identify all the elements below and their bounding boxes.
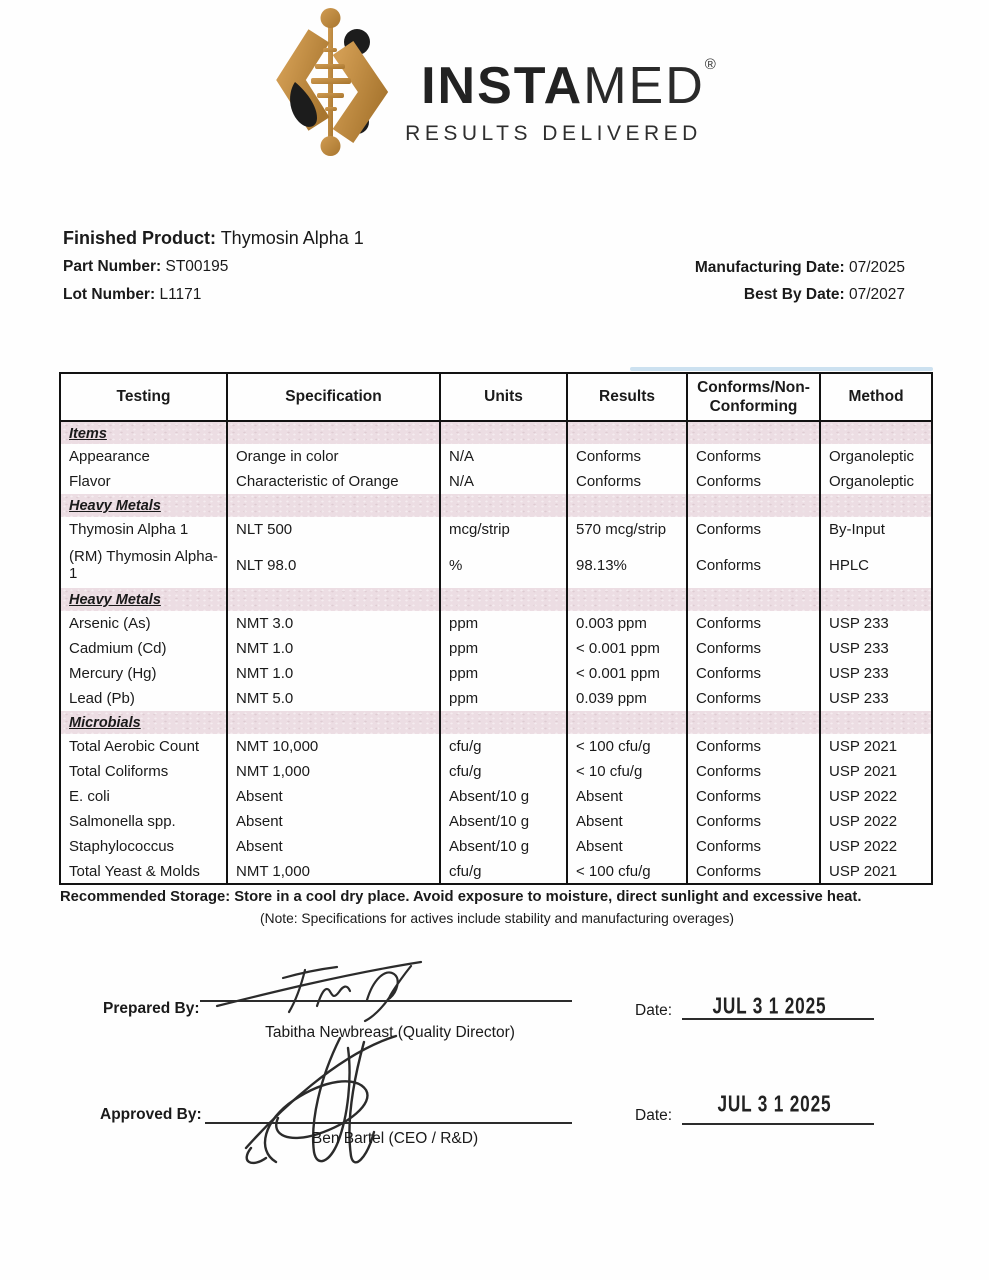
table-cell: NLT 98.0 bbox=[227, 542, 440, 588]
approved-by-label: Approved By: bbox=[100, 1106, 202, 1123]
table-cell: NMT 1,000 bbox=[227, 759, 440, 784]
table-cell: Conforms bbox=[567, 469, 687, 494]
spec-note: (Note: Specifications for actives include stability and manufacturing overages) bbox=[260, 911, 734, 926]
table-cell: NMT 1.0 bbox=[227, 636, 440, 661]
finished-product-label: Finished Product: bbox=[63, 228, 216, 248]
table-cell: USP 233 bbox=[820, 661, 932, 686]
logo-text-block bbox=[405, 19, 716, 146]
brand-insta: INSTA bbox=[421, 56, 584, 115]
table-row bbox=[60, 784, 932, 809]
section-cell-empty bbox=[687, 588, 820, 611]
prepared-signature bbox=[205, 948, 445, 1026]
table-cell: E. coli bbox=[60, 784, 227, 809]
table-cell: Conforms bbox=[687, 636, 820, 661]
table-cell: Cadmium (Cd) bbox=[60, 636, 227, 661]
table-cell: Absent bbox=[567, 809, 687, 834]
section-cell-empty bbox=[567, 711, 687, 734]
table-cell: USP 2021 bbox=[820, 734, 932, 759]
table-cell: Arsenic (As) bbox=[60, 611, 227, 636]
approved-date-stamp: JUL 3 1 2025 bbox=[717, 1091, 832, 1118]
table-cell: 98.13% bbox=[567, 542, 687, 588]
table-cell: Conforms bbox=[687, 661, 820, 686]
section-cell-empty bbox=[227, 588, 440, 611]
table-cell: Lead (Pb) bbox=[60, 686, 227, 711]
best-by-date-value: 07/2027 bbox=[848, 286, 905, 303]
table-cell: cfu/g bbox=[440, 859, 567, 884]
table-cell: USP 2022 bbox=[820, 834, 932, 859]
table-cell: mcg/strip bbox=[440, 517, 567, 542]
section-cell-empty bbox=[567, 421, 687, 444]
brand-med: MED bbox=[583, 56, 705, 115]
table-cell: Organoleptic bbox=[820, 444, 932, 469]
prepared-by-name: Tabitha Newbreast (Quality Director) bbox=[265, 1024, 515, 1041]
table-cell: N/A bbox=[440, 444, 567, 469]
table-cell: Conforms bbox=[687, 686, 820, 711]
prepared-signature-line bbox=[200, 1000, 572, 1002]
storage-note: Recommended Storage: Store in a cool dry place. Avoid exposure to moisture, direct sunlight and excessive heat. bbox=[60, 889, 862, 905]
table-cell: < 100 cfu/g bbox=[567, 734, 687, 759]
coa-table-body bbox=[60, 421, 932, 884]
table-cell: Flavor bbox=[60, 469, 227, 494]
section-cell bbox=[60, 711, 227, 734]
table-cell: USP 2021 bbox=[820, 859, 932, 884]
table-cell: Absent bbox=[227, 834, 440, 859]
table-cell: < 100 cfu/g bbox=[567, 859, 687, 884]
table-cell: ppm bbox=[440, 686, 567, 711]
results-table bbox=[59, 372, 933, 885]
table-row bbox=[60, 686, 932, 711]
approved-by-name: Ben Bartel (CEO / R&D) bbox=[311, 1130, 479, 1147]
prepared-date-line bbox=[682, 1018, 874, 1020]
table-cell: Conforms bbox=[687, 734, 820, 759]
table-cell: Appearance bbox=[60, 444, 227, 469]
section-cell-empty bbox=[687, 711, 820, 734]
approved-date-label: Date: bbox=[635, 1107, 673, 1124]
table-cell: Conforms bbox=[687, 784, 820, 809]
table-row bbox=[60, 809, 932, 834]
table-cell: < 10 cfu/g bbox=[567, 759, 687, 784]
approved-signature bbox=[218, 1030, 433, 1170]
lot-number-value: L1171 bbox=[159, 286, 202, 303]
table-cell: ppm bbox=[440, 661, 567, 686]
section-cell-empty bbox=[440, 588, 567, 611]
table-cell: Characteristic of Orange bbox=[227, 469, 440, 494]
table-cell: Mercury (Hg) bbox=[60, 661, 227, 686]
table-row bbox=[60, 834, 932, 859]
section-cell-empty bbox=[687, 494, 820, 517]
best-by-date-label: Best By Date: bbox=[743, 286, 845, 303]
section-cell-empty bbox=[820, 588, 932, 611]
table-cell: Absent/10 g bbox=[440, 809, 567, 834]
best-by-date-line bbox=[695, 286, 905, 304]
table-cell: HPLC bbox=[820, 542, 932, 588]
section-cell bbox=[60, 588, 227, 611]
approved-date-line bbox=[682, 1123, 874, 1125]
logo bbox=[0, 6, 989, 158]
table-cell: Conforms bbox=[687, 444, 820, 469]
product-info-right bbox=[695, 259, 905, 313]
table-cell: NLT 500 bbox=[227, 517, 440, 542]
section-cell-empty bbox=[227, 421, 440, 444]
table-row bbox=[60, 517, 932, 542]
table-cell: Total Coliforms bbox=[60, 759, 227, 784]
table-cell: USP 2022 bbox=[820, 809, 932, 834]
table-section-row bbox=[60, 494, 932, 517]
table-cell: N/A bbox=[440, 469, 567, 494]
table-cell: Total Aerobic Count bbox=[60, 734, 227, 759]
brand-wordmark bbox=[421, 55, 716, 115]
table-cell: By-Input bbox=[820, 517, 932, 542]
table-cell: Conforms bbox=[687, 611, 820, 636]
section-cell-empty bbox=[440, 421, 567, 444]
table-cell: NMT 10,000 bbox=[227, 734, 440, 759]
section-cell-empty bbox=[227, 494, 440, 517]
prepared-date-label: Date: bbox=[635, 1002, 673, 1019]
table-row bbox=[60, 611, 932, 636]
manufacturing-date-label: Manufacturing Date: bbox=[694, 259, 845, 276]
section-cell bbox=[60, 421, 227, 444]
table-cell: USP 2021 bbox=[820, 759, 932, 784]
manufacturing-date-line bbox=[695, 259, 905, 277]
table-cell: Thymosin Alpha 1 bbox=[60, 517, 227, 542]
results-table-container bbox=[59, 372, 933, 885]
scan-artifact-line bbox=[630, 367, 933, 371]
table-cell: Conforms bbox=[567, 444, 687, 469]
table-cell: Absent bbox=[227, 784, 440, 809]
table-cell: ppm bbox=[440, 611, 567, 636]
finished-product-line bbox=[63, 228, 364, 249]
table-cell: cfu/g bbox=[440, 759, 567, 784]
brand-tagline: RESULTS DELIVERED bbox=[405, 121, 702, 145]
table-cell: Orange in color bbox=[227, 444, 440, 469]
section-cell-empty bbox=[820, 711, 932, 734]
table-cell: Staphylococcus bbox=[60, 834, 227, 859]
section-cell-empty bbox=[687, 421, 820, 444]
table-cell: Conforms bbox=[687, 859, 820, 884]
table-cell: Conforms bbox=[687, 469, 820, 494]
section-label: Heavy Metals bbox=[69, 592, 161, 608]
table-row bbox=[60, 636, 932, 661]
table-cell: NMT 3.0 bbox=[227, 611, 440, 636]
table-cell: USP 233 bbox=[820, 636, 932, 661]
table-cell: USP 2022 bbox=[820, 784, 932, 809]
table-row bbox=[60, 759, 932, 784]
table-cell: % bbox=[440, 542, 567, 588]
table-cell: USP 233 bbox=[820, 686, 932, 711]
section-cell-empty bbox=[440, 494, 567, 517]
table-cell: Conforms bbox=[687, 517, 820, 542]
table-cell: Absent bbox=[567, 784, 687, 809]
section-cell bbox=[60, 494, 227, 517]
table-cell: NMT 5.0 bbox=[227, 686, 440, 711]
table-cell: Organoleptic bbox=[820, 469, 932, 494]
lot-number-line bbox=[63, 286, 364, 304]
instamed-dna-icon bbox=[273, 6, 391, 158]
table-cell: 570 mcg/strip bbox=[567, 517, 687, 542]
table-cell: NMT 1,000 bbox=[227, 859, 440, 884]
table-cell: Absent bbox=[567, 834, 687, 859]
table-cell: < 0.001 ppm bbox=[567, 661, 687, 686]
part-number-line bbox=[63, 258, 364, 276]
table-cell: USP 233 bbox=[820, 611, 932, 636]
manufacturing-date-value: 07/2025 bbox=[848, 259, 905, 276]
table-cell: (RM) Thymosin Alpha-1 bbox=[60, 542, 227, 588]
part-number-label: Part Number: bbox=[63, 258, 162, 275]
prepared-date-stamp: JUL 3 1 2025 bbox=[712, 993, 827, 1020]
header-method: Method bbox=[820, 373, 932, 421]
header-conforms: Conforms/Non-Conforming bbox=[687, 373, 820, 421]
section-label: Heavy Metals bbox=[69, 498, 161, 514]
table-row bbox=[60, 661, 932, 686]
section-label: Items bbox=[69, 425, 107, 442]
approved-signature-line bbox=[205, 1122, 572, 1124]
registered-trademark-icon: ® bbox=[704, 55, 716, 73]
table-row bbox=[60, 542, 932, 588]
table-row bbox=[60, 734, 932, 759]
table-cell: Conforms bbox=[687, 542, 820, 588]
section-cell-empty bbox=[567, 494, 687, 517]
table-section-row bbox=[60, 421, 932, 444]
table-cell: ppm bbox=[440, 636, 567, 661]
table-row bbox=[60, 859, 932, 884]
product-info-left bbox=[63, 228, 364, 314]
table-cell: Absent bbox=[227, 809, 440, 834]
finished-product-value: Thymosin Alpha 1 bbox=[220, 228, 364, 248]
table-cell: Conforms bbox=[687, 809, 820, 834]
section-label: Microbials bbox=[69, 715, 141, 731]
table-section-row bbox=[60, 711, 932, 734]
table-cell: 0.003 ppm bbox=[567, 611, 687, 636]
header-specification: Specification bbox=[227, 373, 440, 421]
section-cell-empty bbox=[440, 711, 567, 734]
section-cell-empty bbox=[820, 421, 932, 444]
table-cell: cfu/g bbox=[440, 734, 567, 759]
table-cell: 0.039 ppm bbox=[567, 686, 687, 711]
section-cell-empty bbox=[567, 588, 687, 611]
table-cell: Conforms bbox=[687, 834, 820, 859]
table-cell: Salmonella spp. bbox=[60, 809, 227, 834]
table-row bbox=[60, 469, 932, 494]
header-testing: Testing bbox=[60, 373, 227, 421]
table-header-row bbox=[60, 373, 932, 421]
header-results: Results bbox=[567, 373, 687, 421]
table-cell: < 0.001 ppm bbox=[567, 636, 687, 661]
lot-number-label: Lot Number: bbox=[63, 286, 156, 303]
table-cell: Conforms bbox=[687, 759, 820, 784]
table-section-row bbox=[60, 588, 932, 611]
table-cell: Total Yeast & Molds bbox=[60, 859, 227, 884]
header-units: Units bbox=[440, 373, 567, 421]
section-cell-empty bbox=[227, 711, 440, 734]
table-cell: Absent/10 g bbox=[440, 784, 567, 809]
table-cell: Absent/10 g bbox=[440, 834, 567, 859]
part-number-value: ST00195 bbox=[165, 258, 229, 275]
section-cell-empty bbox=[820, 494, 932, 517]
table-cell: NMT 1.0 bbox=[227, 661, 440, 686]
table-row bbox=[60, 444, 932, 469]
prepared-by-label: Prepared By: bbox=[103, 1000, 200, 1017]
